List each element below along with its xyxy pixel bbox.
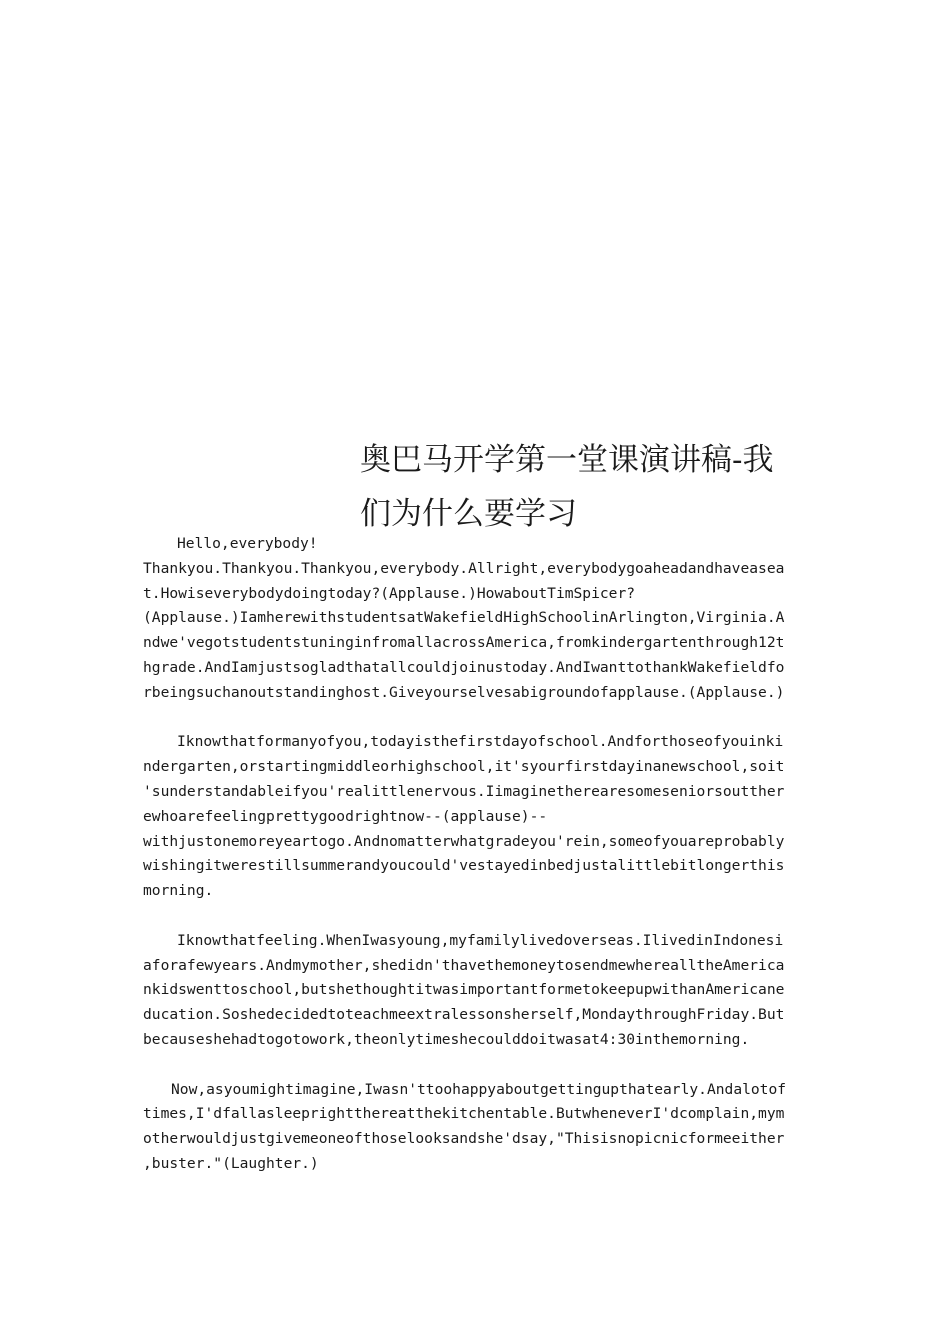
paragraph-3 [143,929,805,1053]
paragraph-line: Now,asyoumightimagine,Iwasn'ttoohappyaboutgettingupthatearly.Andalotof [171,1080,787,1098]
paragraph-line: rbeingsuchanoutstandinghost.Giveyourselvesabigroundofapplause.(Applause.) [143,683,785,701]
paragraph-line: wishingitwerestillsummerandyoucould'vestayedinbedjustalittlebitlongerthis [143,857,785,875]
paragraph-gap [143,706,805,731]
paragraph-line: ndwe'vegotstudentstuninginfromallacrossAmerica,fromkindergartenthrough12t [143,634,785,652]
greeting-line: Hello,everybody! [177,535,318,552]
paragraph-2 [143,730,805,904]
paragraph-gap [143,1053,805,1078]
paragraph-line: Iknowthatformanyofyou,todayisthefirstdayofschool.Andforthoseofyouinki [177,733,784,751]
paragraph-line: t.Howiseverybodydoingtoday?(Applause.)HowaboutTimSpicer? [143,584,636,602]
paragraph-line: (Applause.)IamherewithstudentsatWakefieldHighSchoolinArlington,Virginia.A [143,609,785,627]
paragraph-line: times,I'dfallasleeprightthereatthekitchentable.ButwheneverI'dcomplain,mym [143,1105,785,1123]
paragraph-line: withjustonemoreyeartogo.Andnomatterwhatgradeyou'rein,someofyouareprobably [143,832,785,850]
paragraph-line: ewhoarefeelingprettygoodrightnow--(applause)-- [143,807,548,825]
paragraph-line: ,buster."(Laughter.) [143,1154,319,1172]
paragraph-line: nkidswenttoschool,butshethoughtitwasimportantformetokeepupwithanAmericane [143,981,785,999]
paragraph-4 [143,1078,805,1177]
title-line-1: 奥巴马开学第一堂课演讲稿-我 [360,442,774,478]
paragraph-line: hgrade.AndIamjustsogladthatallcouldjoinustoday.AndIwanttothankWakefieldfo [143,658,785,676]
paragraph-gap [143,904,805,929]
paragraph-1 [143,557,805,706]
speech-body [143,532,805,1177]
paragraph-line: becauseshehadtogotowork,theonlytimeshecoulddoitwasat4:30inthemorning. [143,1030,750,1048]
title-line-2: 们为什么要学习 [360,496,577,532]
paragraph-line: otherwouldjustgivemeoneofthoselooksandshe'dsay,"Thisisnopicnicformeeither [143,1130,785,1148]
paragraph-line: Thankyou.Thankyou.Thankyou,everybody.Allright,everybodygoaheadandhaveasea [143,559,785,577]
paragraph-line: ducation.Soshedecidedtoteachmeextralessonsherself,MondaythroughFriday.But [143,1006,785,1024]
paragraph-line: Iknowthatfeeling.WhenIwasyoung,myfamilylivedoverseas.IlivedinIndonesi [177,931,784,949]
document-title [360,433,800,541]
paragraph-line: morning. [143,882,214,900]
paragraph-line: ndergarten,orstartingmiddleorhighschool,it'syourfirstdayinanewschool,soit [143,758,785,776]
paragraph-line: aforafewyears.Andmymother,shedidn'thavethemoneytosendmewherealltheAmerica [143,956,785,974]
paragraph-line: 'sunderstandableifyou'realittlenervous.Iimaginetherearesomeseniorsoutther [143,782,785,800]
